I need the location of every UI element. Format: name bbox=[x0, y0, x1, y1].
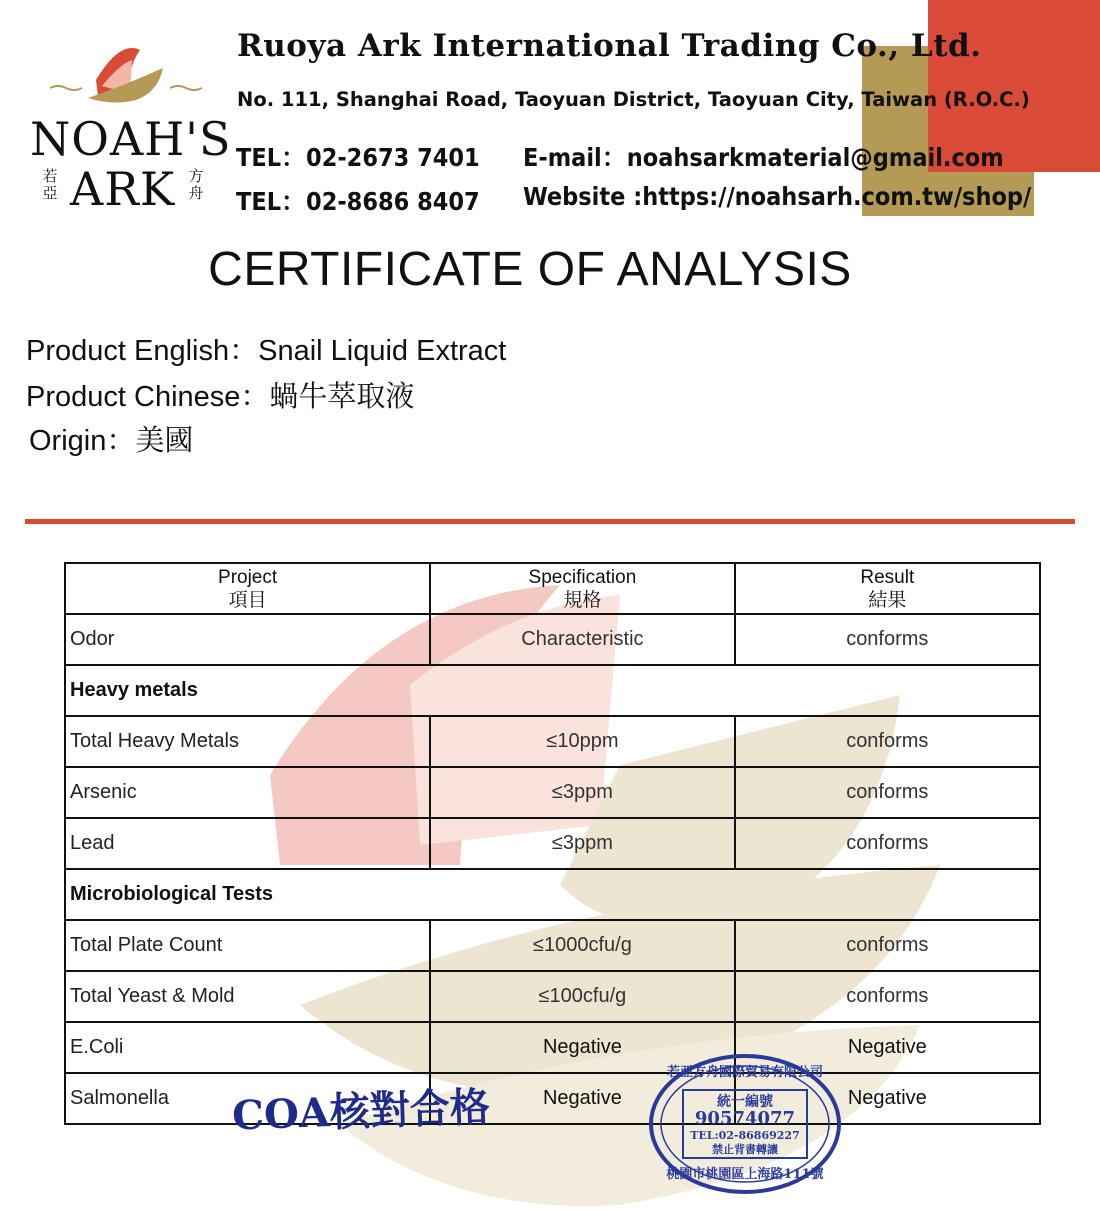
cell-spec: ≤3ppm bbox=[430, 818, 734, 869]
email: E-mail：noahsarkmaterial@gmail.com bbox=[523, 143, 1004, 172]
cell-result: Negative bbox=[735, 1073, 1040, 1124]
cell-project: Total Plate Count bbox=[65, 920, 430, 971]
cell-spec: Negative bbox=[430, 1022, 734, 1073]
header-project-en: Project bbox=[218, 566, 278, 588]
cell-result: conforms bbox=[735, 818, 1040, 869]
table-row bbox=[65, 716, 1040, 767]
table-row bbox=[65, 971, 1040, 1022]
header-result-zh: 結果 bbox=[868, 589, 907, 611]
section-microbiological-tests: Microbiological Tests bbox=[65, 869, 1040, 920]
logo-text-noahs: NOAH'S bbox=[30, 112, 232, 166]
svg-text:90574077: 90574077 bbox=[694, 1108, 796, 1129]
document-title: CERTIFICATE OF ANALYSIS bbox=[208, 243, 852, 296]
cell-result: conforms bbox=[735, 614, 1040, 665]
divider-rule bbox=[25, 519, 1075, 524]
svg-text:統一編號: 統一編號 bbox=[717, 1094, 773, 1110]
cell-spec: ≤100cfu/g bbox=[430, 971, 734, 1022]
tel-1: TEL：02-2673 7401 bbox=[236, 143, 480, 172]
cell-result: conforms bbox=[735, 971, 1040, 1022]
product-english: Product English：Snail Liquid Extract bbox=[26, 335, 507, 367]
cell-result: Negative bbox=[735, 1022, 1040, 1073]
cell-project: Total Heavy Metals bbox=[65, 716, 430, 767]
cell-spec: ≤3ppm bbox=[430, 767, 734, 818]
company-seal-icon bbox=[647, 1052, 843, 1196]
svg-text:若亞方舟國際貿易有限公司: 若亞方舟國際貿易有限公司 bbox=[666, 1065, 824, 1080]
header-project-zh: 項目 bbox=[228, 589, 267, 611]
cell-result: conforms bbox=[735, 716, 1040, 767]
tel-2: TEL：02-8686 8407 bbox=[236, 187, 480, 216]
table-row bbox=[65, 818, 1040, 869]
cell-result: conforms bbox=[735, 920, 1040, 971]
website: Website :https://noahsarh.com.tw/shop/ bbox=[523, 182, 1032, 211]
header-project bbox=[65, 563, 430, 614]
company-name: Ruoya Ark International Trading Co., Ltd. bbox=[237, 28, 982, 64]
cell-spec: ≤1000cfu/g bbox=[430, 920, 734, 971]
table-row bbox=[65, 767, 1040, 818]
table-row bbox=[65, 614, 1040, 665]
svg-text:桃園市桃園區上海路111號: 桃園市桃園區上海路111號 bbox=[666, 1167, 824, 1182]
header-spec-en: Specification bbox=[528, 566, 637, 588]
product-chinese: Product Chinese：蝸牛萃取液 bbox=[26, 381, 415, 413]
header-specification bbox=[430, 563, 734, 614]
header-result bbox=[735, 563, 1040, 614]
company-address: No. 111, Shanghai Road, Taoyuan District, Taoyuan City, Taiwan (R.O.C.) bbox=[237, 88, 1030, 111]
cell-result: conforms bbox=[735, 767, 1040, 818]
logo-text-ark: ARK bbox=[70, 162, 176, 216]
section-heavy-metals: Heavy metals bbox=[65, 665, 1040, 716]
cell-spec: ≤10ppm bbox=[430, 716, 734, 767]
logo-cn-left: 若亞 bbox=[42, 167, 58, 202]
coa-table bbox=[64, 562, 1041, 1125]
table-section-row bbox=[65, 665, 1040, 716]
svg-text:TEL:02-86869227: TEL:02-86869227 bbox=[690, 1129, 800, 1142]
cell-project: Lead bbox=[65, 818, 430, 869]
table-row bbox=[65, 920, 1040, 971]
cell-project: Total Yeast & Mold bbox=[65, 971, 430, 1022]
svg-text:禁止背書轉讓: 禁止背書轉讓 bbox=[712, 1143, 778, 1156]
cell-project: E.Coli bbox=[65, 1022, 430, 1073]
coa-approved-stamp: COA核對合格 bbox=[231, 1083, 491, 1140]
header-spec-zh: 規格 bbox=[563, 589, 602, 611]
logo-cn-right: 方舟 bbox=[188, 167, 204, 202]
table-row bbox=[65, 1073, 1040, 1124]
cell-project: Arsenic bbox=[65, 767, 430, 818]
cell-project: Salmonella bbox=[65, 1073, 430, 1124]
cell-spec: Negative bbox=[430, 1073, 734, 1124]
cell-project: Odor bbox=[65, 614, 430, 665]
product-origin: Origin：美國 bbox=[29, 425, 194, 457]
header-result-en: Result bbox=[860, 566, 915, 588]
table-header-row bbox=[65, 563, 1040, 614]
table-row bbox=[65, 1022, 1040, 1073]
cell-spec: Characteristic bbox=[430, 614, 734, 665]
table-section-row bbox=[65, 869, 1040, 920]
